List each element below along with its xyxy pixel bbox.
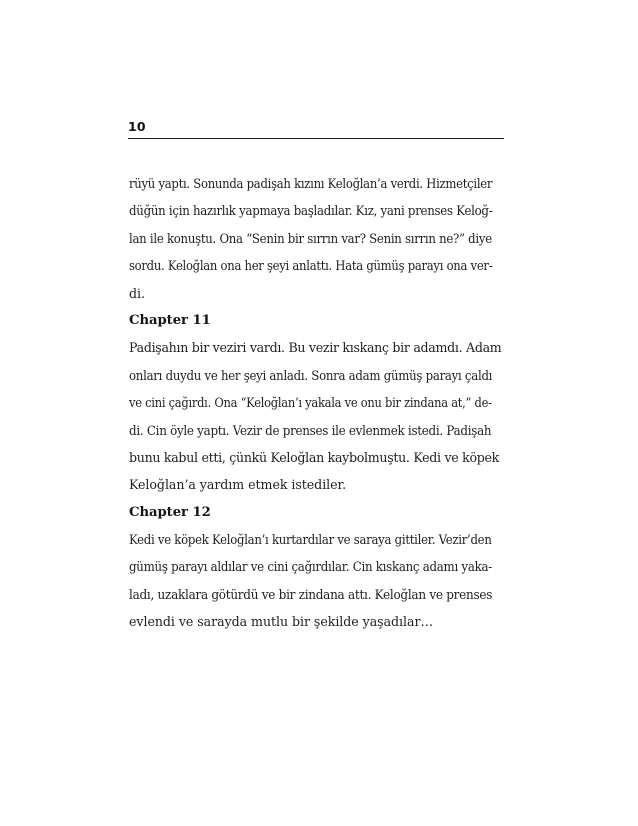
text-line: rüyü yaptı. Sonunda padişah kızını Keloğlan’a verdi. Hizmetçiler — [129, 176, 493, 191]
text-line: ladı, uzaklara götürdü ve bir zindana attı. Keloğlan ve prenses — [129, 586, 493, 602]
text-line: bunu kabul etti, çünkü Keloğlan kaybolmuştu. Kedi ve köpek — [129, 449, 499, 465]
text-line: Padişahın bir veziri vardı. Bu vezir kıskanç bir adamdı. Adam — [129, 340, 502, 356]
text-line: ve cini çağırdı. Ona “Keloğlan’ı yakala ve onu bir zindana at,” de- — [129, 395, 492, 411]
text-line: düğün için hazırlık yapmaya başladılar. Kız, yani prenses Keloğ- — [129, 203, 493, 219]
text-line: di. Cin öyle yaptı. Vezir de prenses ile evlenmek istedi. Padişah — [129, 422, 492, 438]
text-line: Kedi ve köpek Keloğlan’ı kurtardılar ve saraya gittiler. Vezir’den — [129, 532, 492, 548]
chapter-heading: Chapter 12 — [129, 504, 211, 520]
text-line: di. — [129, 285, 145, 301]
text-line: sordu. Keloğlan ona her şeyi anlattı. Hata gümüş parayı ona ver- — [129, 258, 493, 274]
text-line: evlendi ve sarayda mutlu bir şekilde yaşadılar… — [129, 614, 433, 630]
page-header — [128, 118, 504, 139]
text-line: Keloğlan’a yardım etmek istediler. — [129, 477, 347, 493]
chapter-heading: Chapter 11 — [129, 312, 211, 328]
text-line: onları duydu ve her şeyi anladı. Sonra adam gümüş parayı çaldı — [129, 367, 493, 383]
text-line: lan ile konuştu. Ona “Senin bir sırrın var? Senin sırrın ne?” diye — [129, 230, 492, 246]
page-number: 10 — [128, 119, 146, 134]
body-text — [129, 170, 507, 636]
text-line: gümüş parayı aldılar ve cini çağırdılar. Cin kıskanç adamı yaka- — [129, 559, 492, 575]
